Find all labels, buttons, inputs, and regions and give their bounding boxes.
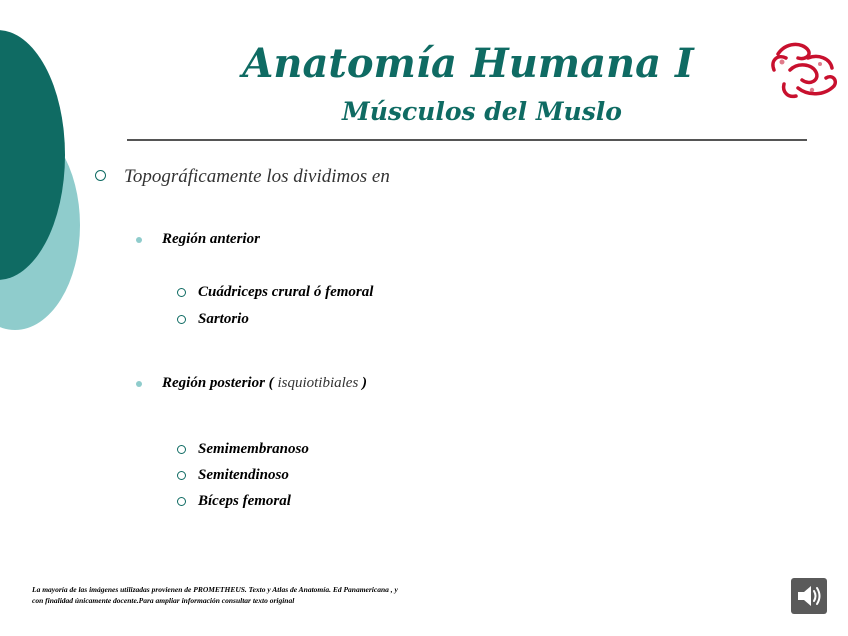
- muscle-name: Cuádriceps crural ó femoral: [198, 284, 374, 300]
- list-item: [177, 311, 249, 328]
- footer-line-1: La mayoría de las imágenes utilizadas provienen de PROMETHEUS. Texto y Atlas de Anatomía. Ed Panamericana , y: [32, 585, 398, 594]
- hollow-bullet-icon: [177, 445, 186, 454]
- list-item: [177, 441, 309, 458]
- region-posterior: [136, 375, 367, 392]
- intro-text: Topográficamente los dividimos en: [124, 166, 390, 187]
- region-anterior: [136, 231, 260, 248]
- muscle-name: Semitendinoso: [198, 467, 289, 483]
- title-divider: [127, 139, 807, 141]
- muscle-name: Bíceps femoral: [198, 493, 291, 509]
- dot-bullet-icon: [136, 381, 142, 387]
- list-item: [177, 284, 373, 301]
- hollow-bullet-icon: [95, 170, 106, 181]
- footer-note: [32, 584, 452, 606]
- region-label: [162, 375, 367, 392]
- region-label-extra: isquiotibiales: [273, 375, 363, 391]
- region-label: Región anterior: [162, 231, 260, 247]
- title-subtitle: Músculos del Muslo: [342, 97, 622, 126]
- muscle-name: Sartorio: [198, 311, 249, 327]
- slide-title: [0, 40, 848, 128]
- hollow-bullet-icon: [177, 471, 186, 480]
- region-label-main: Región posterior (: [162, 375, 274, 391]
- hollow-bullet-icon: [177, 497, 186, 506]
- region-label-close: ): [362, 375, 368, 391]
- intro-bullet: [95, 166, 390, 188]
- dot-bullet-icon: [136, 237, 142, 243]
- hollow-bullet-icon: [177, 315, 186, 324]
- list-item: [177, 493, 291, 510]
- list-item: [177, 467, 289, 484]
- muscle-name: Semimembranoso: [198, 441, 309, 457]
- title-main: Anatomía Humana I: [242, 40, 694, 87]
- red-swirl-logo-icon: [768, 40, 840, 104]
- speaker-icon[interactable]: [791, 578, 827, 614]
- footer-line-2: con finalidad únicamente docente.Para ampliar información consultar texto original: [32, 596, 295, 605]
- hollow-bullet-icon: [177, 288, 186, 297]
